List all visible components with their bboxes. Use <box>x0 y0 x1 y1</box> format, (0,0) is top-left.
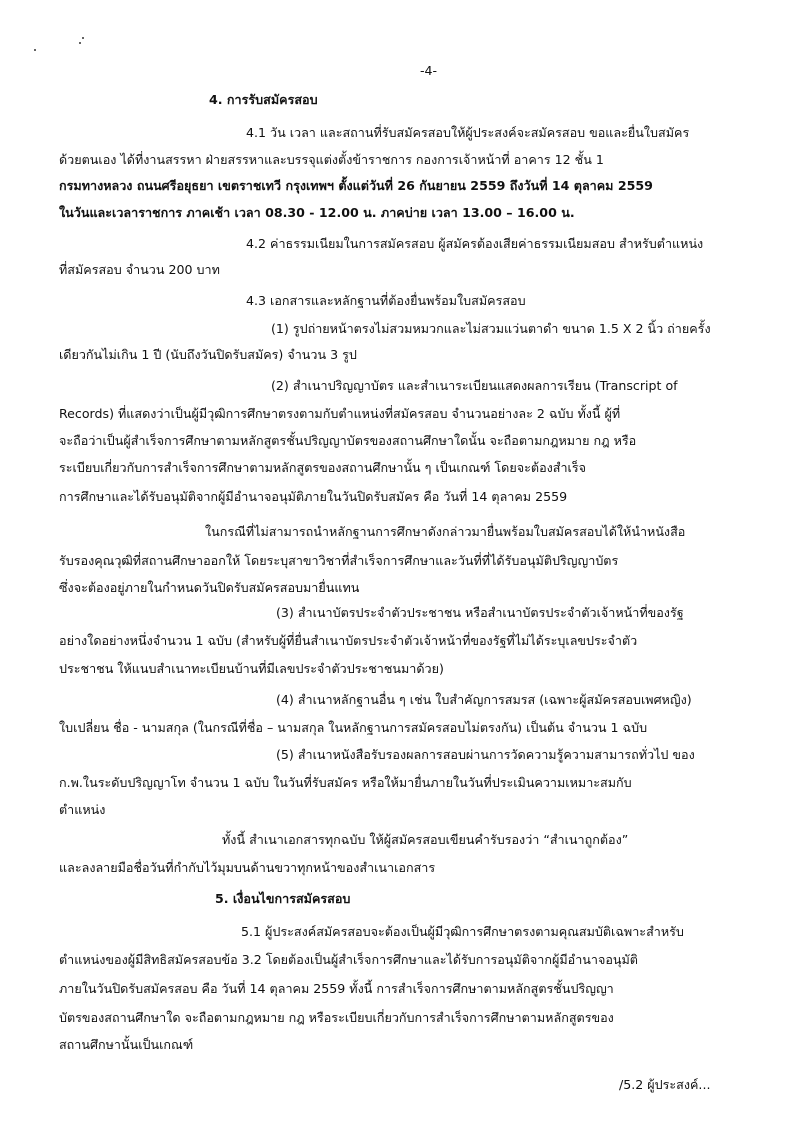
item-4-line: ใบเปลี่ยน ชื่อ - นามสกุล (ในกรณีที่ชื่อ – นามสกุล ในหลักฐานการสมัครสอบไม่ตรงกัน) เป็นต้น จำนวน 1 ฉบับ <box>59 720 648 735</box>
section-4-heading: 4. การรับสมัครสอบ <box>209 92 318 107</box>
scan-speck <box>34 49 36 51</box>
note-case-line: รับรองคุณวุฒิที่สถานศึกษาออกให้ โดยระบุสาขาวิชาที่สำเร็จการศึกษาและวันที่ที่ได้รับอนุมัติปริญญาบัตร <box>59 553 619 568</box>
note-case-line: ในกรณีที่ไม่สามารถนำหลักฐานการศึกษาดังกล่าวมายื่นพร้อมใบสมัครสอบได้ให้นำหนังสือ <box>205 524 686 539</box>
item-2-line: ระเบียบเกี่ยวกับการสำเร็จการศึกษาตามหลักสูตรของสถานศึกษานั้น ๆ เป็นเกณฑ์ โดยจะต้องสำเร็จ <box>59 460 586 475</box>
paragraph-4-3: 4.3 เอกสารและหลักฐานที่ต้องยื่นพร้อมใบสมัครสอบ <box>246 293 526 308</box>
paragraph-4-1-line: ด้วยตนเอง ได้ที่งานสรรหา ฝ่ายสรรหาและบรรจุแต่งตั้งข้าราชการ กองการเจ้าหน้าที่ อาคาร 12 ชั้น 1 <box>59 152 604 167</box>
page-number: -4- <box>420 63 438 78</box>
item-3-line: อย่างใดอย่างหนึ่งจำนวน 1 ฉบับ (สำหรับผู้ที่ยื่นสำเนาบัตรประจำตัวเจ้าหน้าที่ของรัฐที่ไม่ได้ระบุเลขประจำตัว <box>59 633 638 648</box>
paragraph-5-1-line: 5.1 ผู้ประสงค์สมัครสอบจะต้องเป็นผู้มีวุฒิการศึกษาตรงตามคุณสมบัติเฉพาะสำหรับ <box>241 924 684 939</box>
item-1-line: เดียวกันไม่เกิน 1 ปี (นับถึงวันปิดรับสมัคร) จำนวน 3 รูป <box>59 347 357 362</box>
item-5-line: ก.พ.ในระดับปริญญาโท จำนวน 1 ฉบับ ในวันที่รับสมัคร หรือให้มายื่นภายในวันที่ประเมินความเหมาะสมกับ <box>59 775 632 790</box>
item-5-line: (5) สำเนาหนังสือรับรองผลการสอบผ่านการวัดความรู้ความสามารถทั่วไป ของ <box>276 747 695 762</box>
scan-speck <box>82 37 84 39</box>
paragraph-4-2-line: 4.2 ค่าธรรมเนียมในการสมัครสอบ ผู้สมัครต้องเสียค่าธรรมเนียมสอบ สำหรับตำแหน่ง <box>246 236 704 251</box>
paragraph-4-1-line: 4.1 วัน เวลา และสถานที่รับสมัครสอบให้ผู้ประสงค์จะสมัครสอบ ขอและยื่นใบสมัคร <box>246 125 690 140</box>
paragraph-5-1-line: ภายในวันปิดรับสมัครสอบ คือ วันที่ 14 ตุลาคม 2559 ทั้งนี้ การสำเร็จการศึกษาตามหลักสูตรชั้นปริญญา <box>59 981 614 996</box>
scan-speck <box>79 42 81 44</box>
note-case-line: ซึ่งจะต้องอยู่ภายในกำหนดวันปิดรับสมัครสอบมายื่นแทน <box>59 580 360 595</box>
item-2-line: จะถือว่าเป็นผู้สำเร็จการศึกษาตามหลักสูตรชั้นปริญญาบัตรของสถานศึกษาใดนั้น จะถือตามกฎหมาย กฎ หรือ <box>59 433 637 448</box>
item-3-line: (3) สำเนาบัตรประจำตัวประชาชน หรือสำเนาบัตรประจำตัวเจ้าหน้าที่ของรัฐ <box>276 605 684 620</box>
paragraph-4-1-line: ในวันและเวลาราชการ ภาคเช้า เวลา 08.30 - 12.00 น. ภาคบ่าย เวลา 13.00 – 16.00 น. <box>59 205 575 220</box>
item-3-line: ประชาชน ให้แนบสำเนาทะเบียนบ้านที่มีเลขประจำตัวประชาชนมาด้วย) <box>59 661 444 676</box>
item-5-line: ตำแหน่ง <box>59 802 106 817</box>
continuation-marker: /5.2 ผู้ประสงค์... <box>619 1077 711 1092</box>
paragraph-4-2-line: ที่สมัครสอบ จำนวน 200 บาท <box>59 262 220 277</box>
certify-note-line: และลงลายมือชื่อวันที่กำกับไว้มุมบนด้านขวาทุกหน้าของสำเนาเอกสาร <box>59 860 436 875</box>
item-2-line: การศึกษาและได้รับอนุมัติจากผู้มีอำนาจอนุมัติภายในวันปิดรับสมัคร คือ วันที่ 14 ตุลาคม 2559 <box>59 489 568 504</box>
paragraph-5-1-line: ตำแหน่งของผู้มีสิทธิสมัครสอบข้อ 3.2 โดยต้องเป็นผู้สำเร็จการศึกษาและได้รับการอนุมัติจากผู้มีอำนาจอนุมัติ <box>59 952 638 967</box>
certify-note-line: ทั้งนี้ สำเนาเอกสารทุกฉบับ ให้ผู้สมัครสอบเขียนคำรับรองว่า “สำเนาถูกต้อง” <box>222 832 629 847</box>
paragraph-4-1-line: กรมทางหลวง ถนนศรีอยุธยา เขตราชเทวี กรุงเทพฯ ตั้งแต่วันที่ 26 กันยายน 2559 ถึงวันที่ 14 ตุลาคม 2559 <box>59 178 653 193</box>
item-2-line: (2) สำเนาปริญญาบัตร และสำเนาระเบียนแสดงผลการเรียน (Transcript of <box>271 378 678 393</box>
item-2-line: Records) ที่แสดงว่าเป็นผู้มีวุฒิการศึกษาตรงตามกับตำแหน่งที่สมัครสอบ จำนวนอย่างละ 2 ฉบับ ทั้งนี้ ผู้ที่ <box>59 406 621 421</box>
paragraph-5-1-line: สถานศึกษานั้นเป็นเกณฑ์ <box>59 1037 194 1052</box>
section-5-heading: 5. เงื่อนไขการสมัครสอบ <box>215 891 351 906</box>
item-4-line: (4) สำเนาหลักฐานอื่น ๆ เช่น ใบสำคัญการสมรส (เฉพาะผู้สมัครสอบเพศหญิง) <box>276 692 692 707</box>
paragraph-5-1-line: บัตรของสถานศึกษาใด จะถือตามกฎหมาย กฎ หรือระเบียบเกี่ยวกับการสำเร็จการศึกษาตามหลักสูตรของ <box>59 1010 614 1025</box>
item-1-line: (1) รูปถ่ายหน้าตรงไม่สวมหมวกและไม่สวมแว่นตาดำ ขนาด 1.5 X 2 นิ้ว ถ่ายครั้ง <box>271 321 711 336</box>
